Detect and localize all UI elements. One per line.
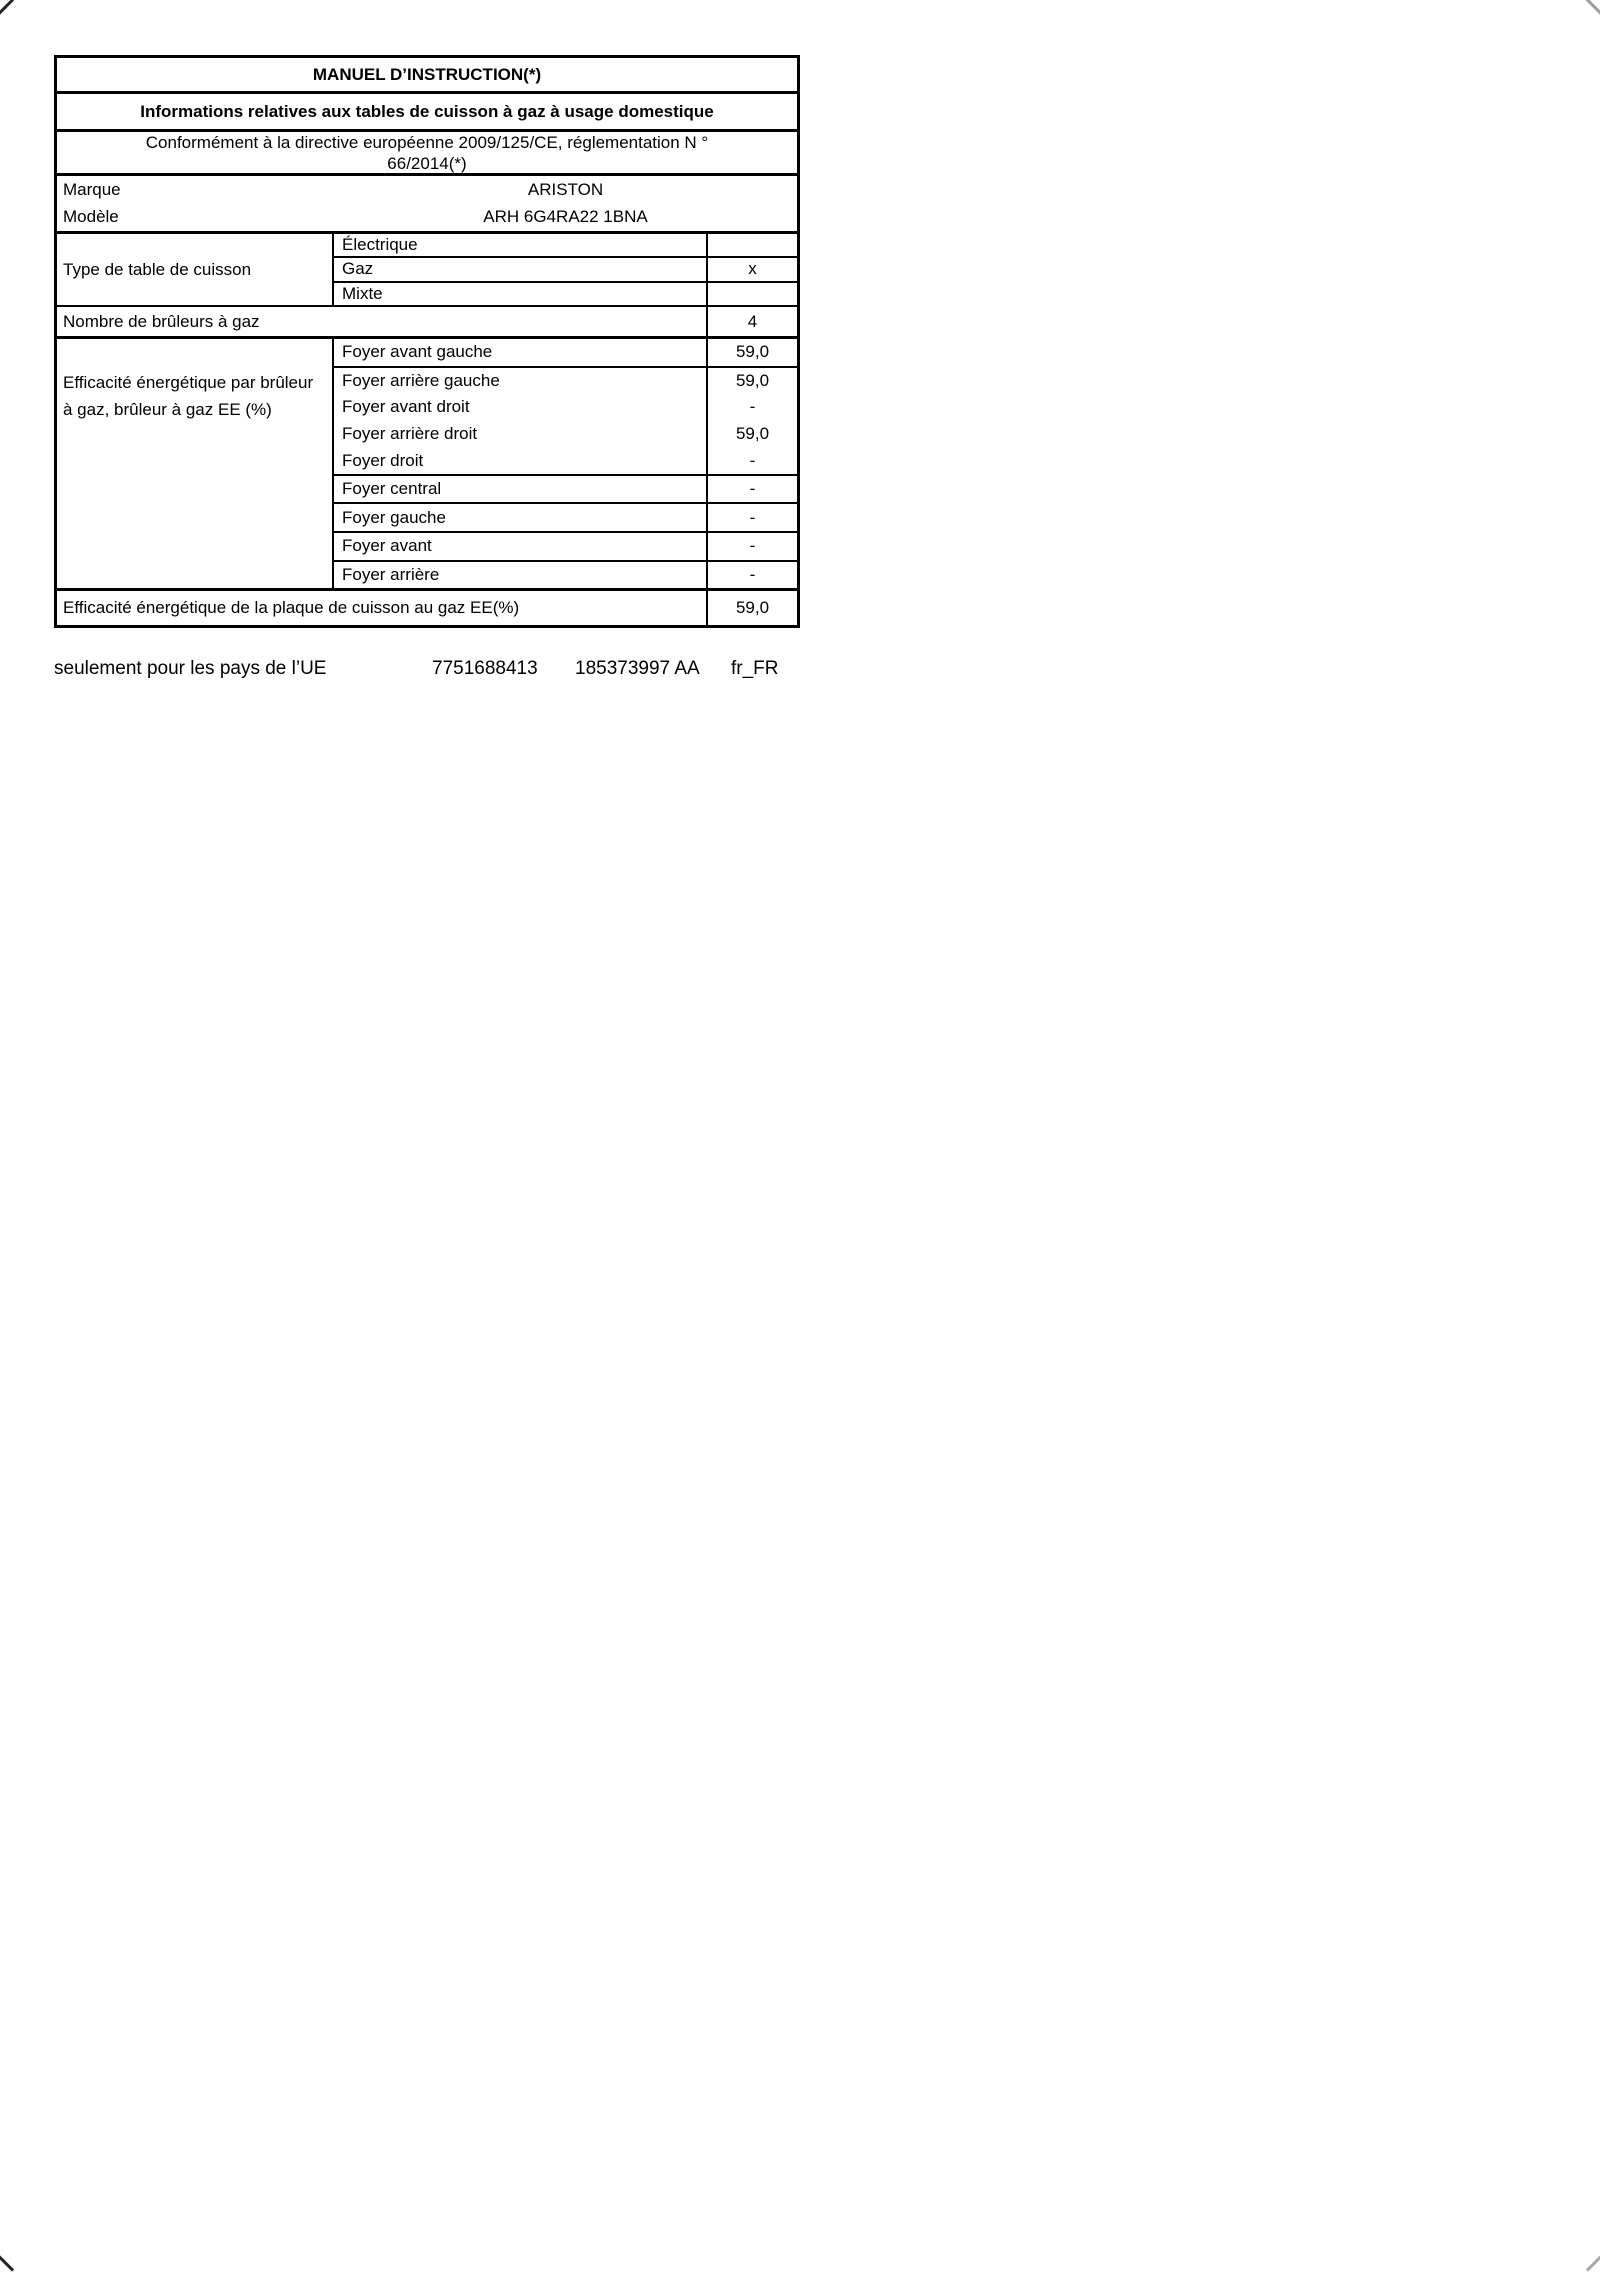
model-value: ARH 6G4RA22 1BNA	[483, 207, 648, 227]
hob-type-option-label: Électrique	[342, 235, 418, 255]
hob-type-block	[57, 234, 797, 307]
burner-efficiency-block	[57, 339, 797, 591]
foyer-row-right	[334, 447, 797, 476]
footer-locale-code: fr_FR	[731, 658, 779, 679]
foyer-label: Foyer arrière	[342, 564, 440, 584]
foyer-label: Foyer gauche	[342, 507, 446, 527]
foyer-row-central	[334, 476, 797, 505]
foyer-value: -	[706, 394, 797, 421]
foyer-row-front	[334, 533, 797, 562]
gas-burner-count-label: Nombre de brûleurs à gaz	[63, 311, 260, 331]
hob-efficiency-value: 59,0	[706, 591, 797, 625]
brand-model-block	[57, 176, 797, 234]
foyer-list	[334, 339, 797, 588]
model-label: Modèle	[63, 207, 119, 227]
hob-type-option-label: Gaz	[342, 259, 374, 279]
product-info-table	[54, 55, 800, 628]
foyer-label: Foyer avant droit	[342, 397, 470, 417]
brand-value: ARISTON	[527, 179, 604, 199]
page-corner-mark-top-right	[1586, 0, 1600, 15]
burner-efficiency-label-line2: à gaz, brûleur à gaz EE (%)	[63, 400, 272, 419]
hob-type-option-mixed	[334, 283, 797, 305]
foyer-value: 59,0	[706, 368, 797, 395]
hob-type-options	[334, 234, 797, 305]
foyer-row-rear-left	[334, 368, 797, 395]
directive-line1: Conformément à la directive européenne 2009/125/CE, réglementation N °	[145, 133, 709, 152]
hob-efficiency-row	[57, 591, 797, 625]
gas-burner-count-value: 4	[706, 307, 797, 336]
footer-code-primary: 7751688413	[432, 658, 538, 679]
hob-efficiency-label: Efficacité énergétique de la plaque de cuisson au gaz EE(%)	[63, 598, 520, 617]
hob-type-option-value	[706, 234, 797, 256]
foyer-value: 59,0	[706, 339, 797, 366]
manual-title-row	[57, 58, 797, 94]
foyer-label: Foyer arrière droit	[342, 423, 478, 443]
hob-type-option-electric	[334, 234, 797, 258]
foyer-row-rear	[334, 562, 797, 589]
foyer-value: -	[706, 504, 797, 531]
table-subtitle: Informations relatives aux tables de cuisson à gaz à usage domestique	[140, 101, 714, 121]
foyer-row-left	[334, 504, 797, 533]
page-corner-mark-bottom-left	[0, 2255, 14, 2271]
hob-type-option-label: Mixte	[342, 283, 383, 303]
directive-row	[57, 132, 797, 176]
directive-line2: 66/2014(*)	[387, 154, 467, 173]
gas-burner-count-row	[57, 307, 797, 339]
page-corner-mark-bottom-right	[1586, 2255, 1600, 2271]
footer-eu-note: seulement pour les pays de l’UE	[54, 658, 327, 679]
page-corner-mark-top-left	[0, 0, 14, 15]
foyer-value: -	[706, 476, 797, 503]
foyer-row-front-right	[334, 394, 797, 421]
foyer-row-front-left	[334, 339, 797, 368]
model-row	[57, 204, 797, 232]
footer-code-secondary: 185373997 AA	[575, 658, 700, 679]
hob-type-label: Type de table de cuisson	[57, 234, 334, 305]
foyer-value: 59,0	[706, 421, 797, 448]
burner-efficiency-label-line1: Efficacité énergétique par brûleur	[63, 373, 314, 392]
hob-type-option-value	[706, 283, 797, 305]
foyer-value: -	[706, 562, 797, 589]
foyer-label: Foyer avant	[342, 536, 432, 556]
table-subtitle-row	[57, 94, 797, 132]
foyer-label: Foyer avant gauche	[342, 342, 493, 362]
foyer-row-rear-right	[334, 421, 797, 448]
foyer-value: -	[706, 533, 797, 560]
hob-type-option-value: x	[706, 258, 797, 280]
document-footer	[54, 658, 814, 682]
burner-efficiency-label	[57, 339, 334, 588]
foyer-label: Foyer droit	[342, 450, 424, 470]
manual-title: MANUEL D’INSTRUCTION(*)	[312, 64, 542, 84]
foyer-value: -	[706, 447, 797, 474]
foyer-label: Foyer central	[342, 479, 442, 499]
brand-label: Marque	[63, 179, 121, 199]
brand-row	[57, 176, 797, 204]
foyer-label: Foyer arrière gauche	[342, 370, 500, 390]
hob-type-option-gas	[334, 258, 797, 282]
